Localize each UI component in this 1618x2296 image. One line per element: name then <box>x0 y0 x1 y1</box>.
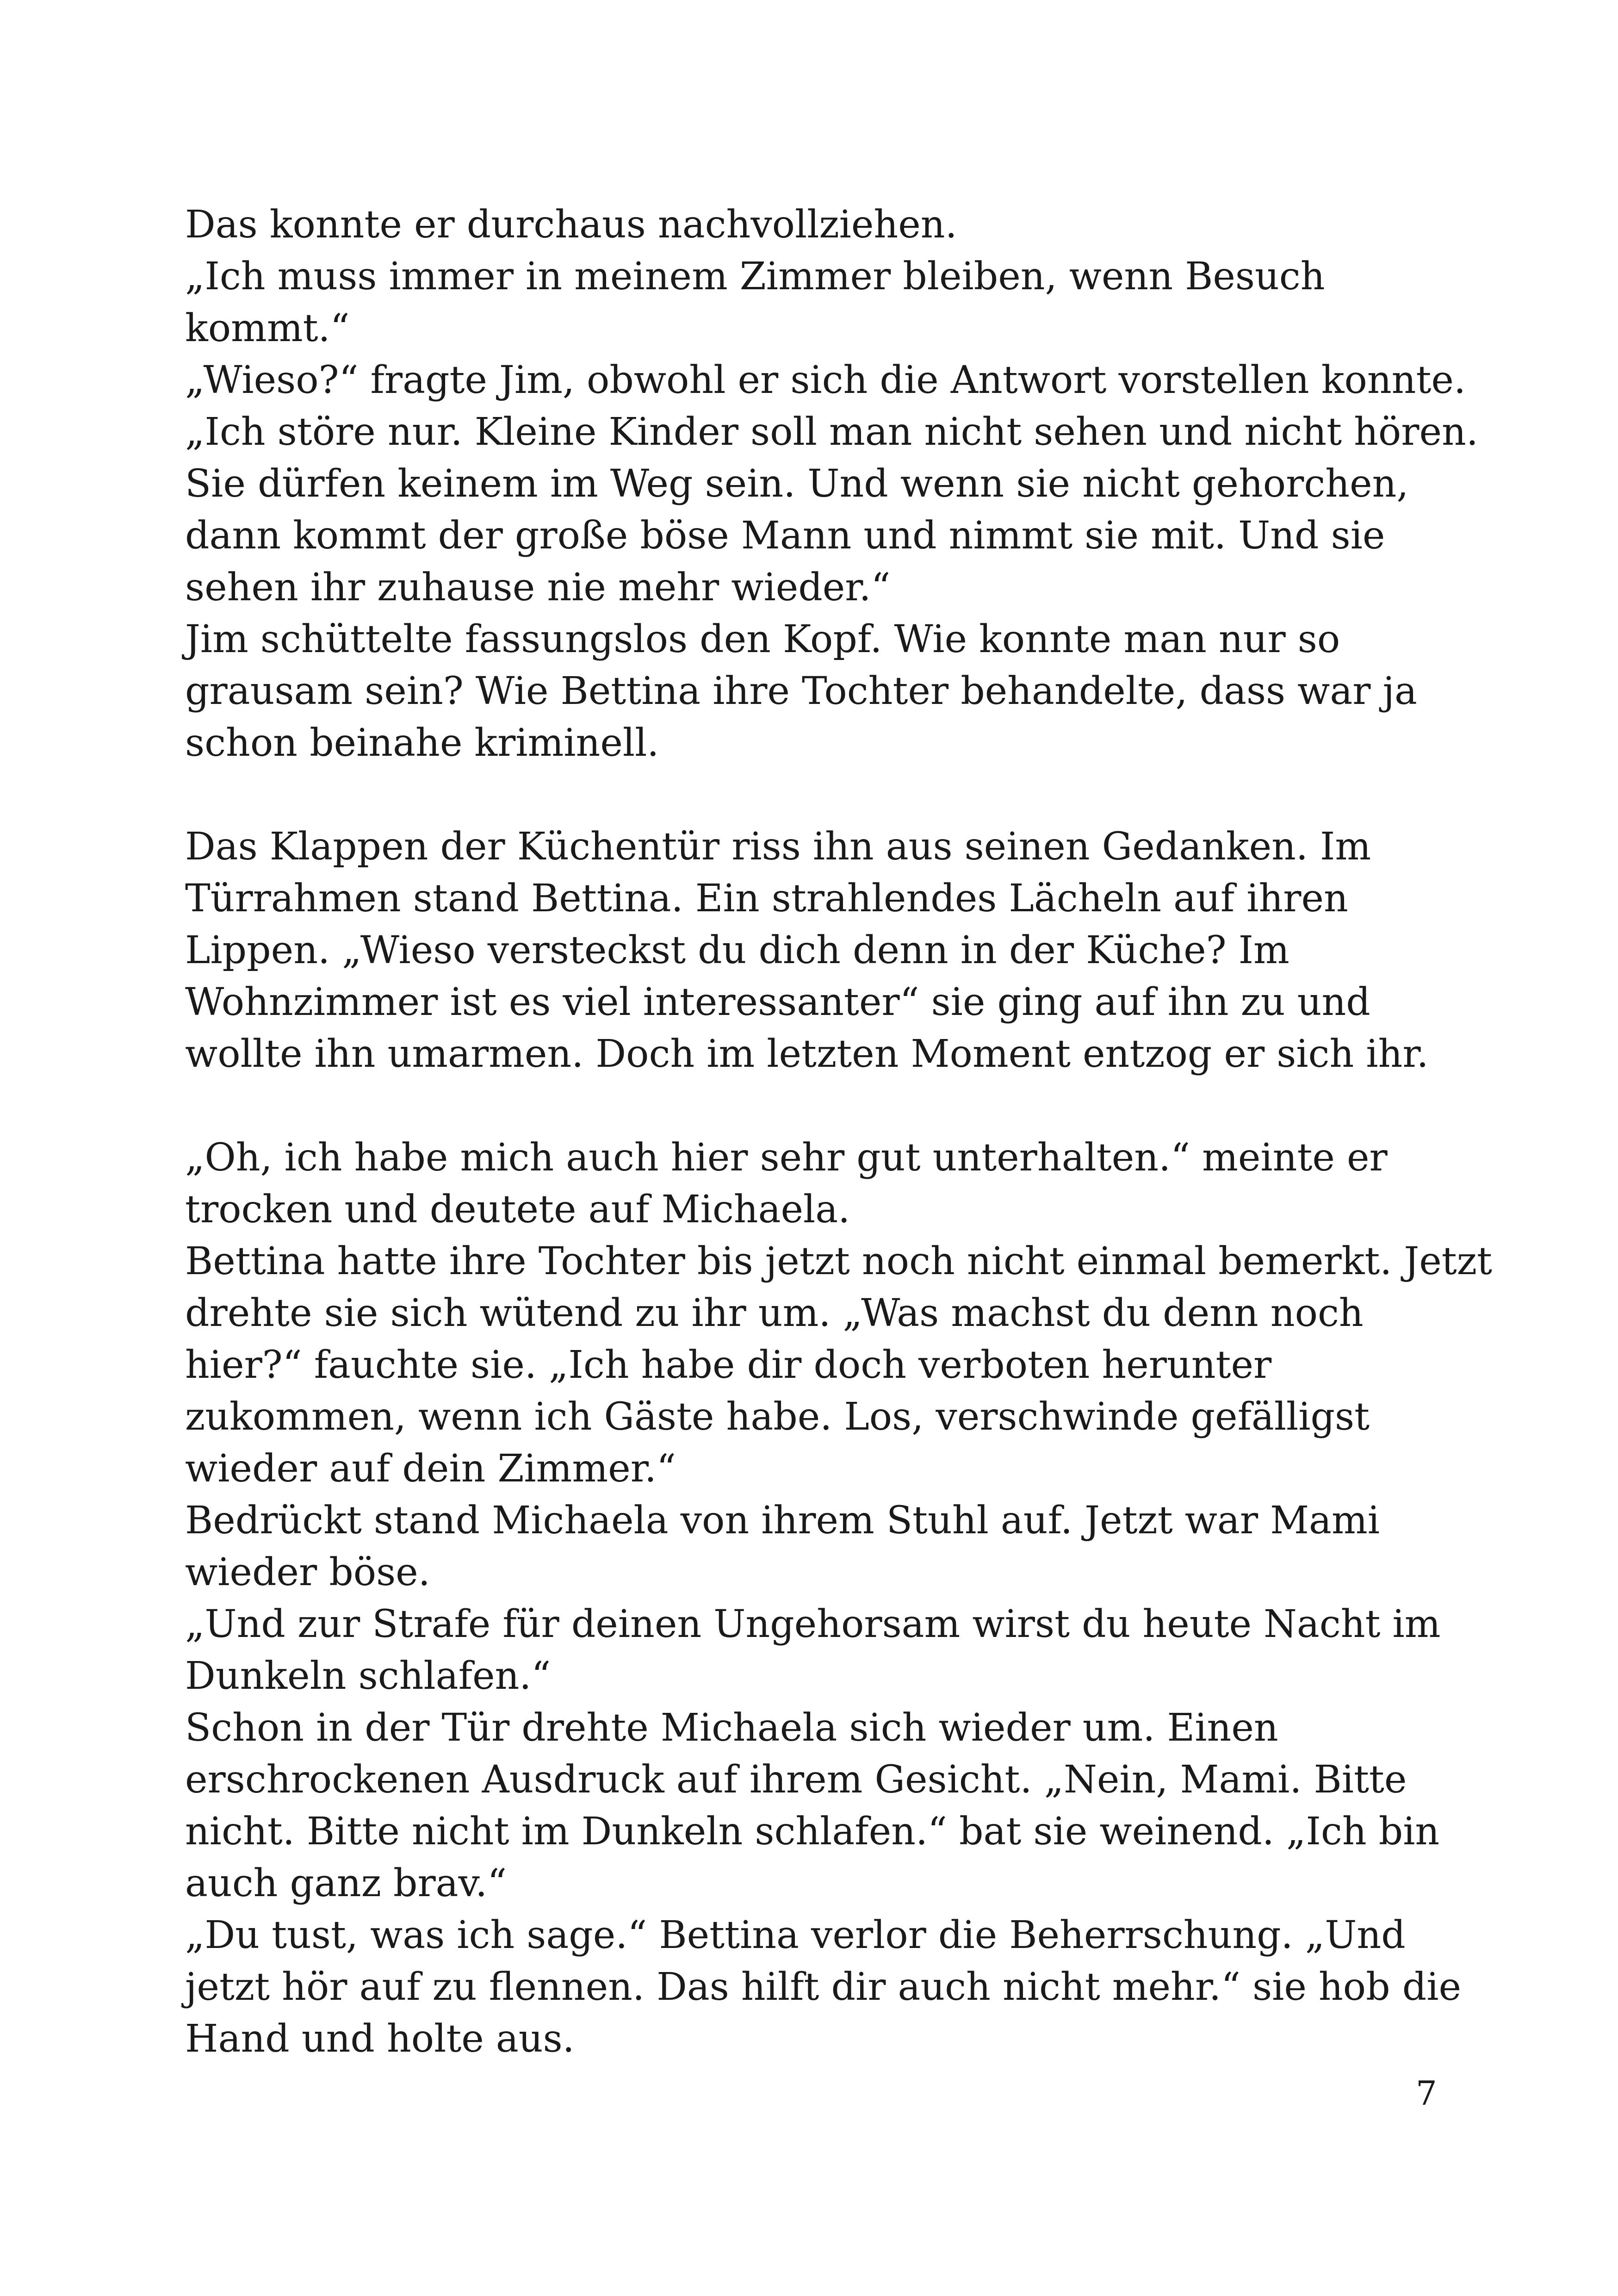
text-line: kommt.“ <box>185 306 350 350</box>
text-line: nicht. Bitte nicht im Dunkeln schlafen.“ bat sie weinend. „Ich bin <box>185 1810 1440 1854</box>
text-line: zukommen, wenn ich Gäste habe. Los, verschwinde gefälligst <box>185 1395 1370 1439</box>
text-line: Bedrückt stand Michaela von ihrem Stuhl auf. Jetzt war Mami <box>185 1499 1380 1543</box>
text-line: hier?“ fauchte sie. „Ich habe dir doch verboten herunter <box>185 1343 1272 1387</box>
text-line: trocken und deutete auf Michaela. <box>185 1188 850 1232</box>
text-line: sehen ihr zuhause nie mehr wieder.“ <box>185 566 891 610</box>
text-line: Wohnzimmer ist es viel interessanter“ sie ging auf ihn zu und <box>185 980 1370 1024</box>
text-line: „Du tust, was ich sage.“ Bettina verlor die Beherrschung. „Und <box>185 1913 1406 1957</box>
paragraph-gap <box>185 769 1471 821</box>
text-line: wieder auf dein Zimmer.“ <box>185 1447 676 1491</box>
text-line: Bettina hatte ihre Tochter bis jetzt noch nicht einmal bemerkt. Jetzt <box>185 1239 1492 1283</box>
text-line: auch ganz brav.“ <box>185 1861 507 1905</box>
text-line: Türrahmen stand Bettina. Ein strahlendes Lächeln auf ihren <box>185 877 1348 921</box>
text-line: Das Klappen der Küchentür riss ihn aus seinen Gedanken. Im <box>185 825 1371 869</box>
text-line: jetzt hör auf zu flennen. Das hilft dir auch nicht mehr.“ sie hob die <box>185 1965 1461 2009</box>
body-text <box>185 199 1492 2065</box>
text-line: „Und zur Strafe für deinen Ungehorsam wirst du heute Nacht im <box>185 1602 1441 1646</box>
text-line: „Ich muss immer in meinem Zimmer bleiben, wenn Besuch <box>185 255 1325 299</box>
text-line: wieder böse. <box>185 1550 430 1594</box>
text-line: Dunkeln schlafen.“ <box>185 1654 551 1698</box>
page-number: 7 <box>1416 2074 1437 2113</box>
text-line: „Wieso?“ fragte Jim, obwohl er sich die Antwort vorstellen konnte. <box>185 358 1466 402</box>
text-line: „Ich störe nur. Kleine Kinder soll man nicht sehen und nicht hören. <box>185 410 1478 454</box>
text-line: erschrockenen Ausdruck auf ihrem Gesicht. „Nein, Mami. Bitte <box>185 1758 1407 1802</box>
text-line: grausam sein? Wie Bettina ihre Tochter behandelte, dass war ja <box>185 669 1417 713</box>
text-line: wollte ihn umarmen. Doch im letzten Moment entzog er sich ihr. <box>185 1032 1429 1076</box>
text-line: Das konnte er durchaus nachvollziehen. <box>185 203 957 247</box>
text-line: Lippen. „Wieso versteckst du dich denn in der Küche? Im <box>185 928 1289 972</box>
text-line: „Oh, ich habe mich auch hier sehr gut unterhalten.“ meinte er <box>185 1136 1388 1180</box>
text-line: drehte sie sich wütend zu ihr um. „Was machst du denn noch <box>185 1291 1364 1335</box>
text-line: Hand und holte aus. <box>185 2017 575 2061</box>
paragraph-gap <box>185 1080 1471 1132</box>
text-line: dann kommt der große böse Mann und nimmt sie mit. Und sie <box>185 514 1385 558</box>
text-line: Schon in der Tür drehte Michaela sich wieder um. Einen <box>185 1706 1278 1750</box>
text-line: schon beinahe kriminell. <box>185 721 659 765</box>
text-line: Jim schüttelte fassungslos den Kopf. Wie konnte man nur so <box>185 617 1340 661</box>
text-line: Sie dürfen keinem im Weg sein. Und wenn sie nicht gehorchen, <box>185 462 1409 506</box>
